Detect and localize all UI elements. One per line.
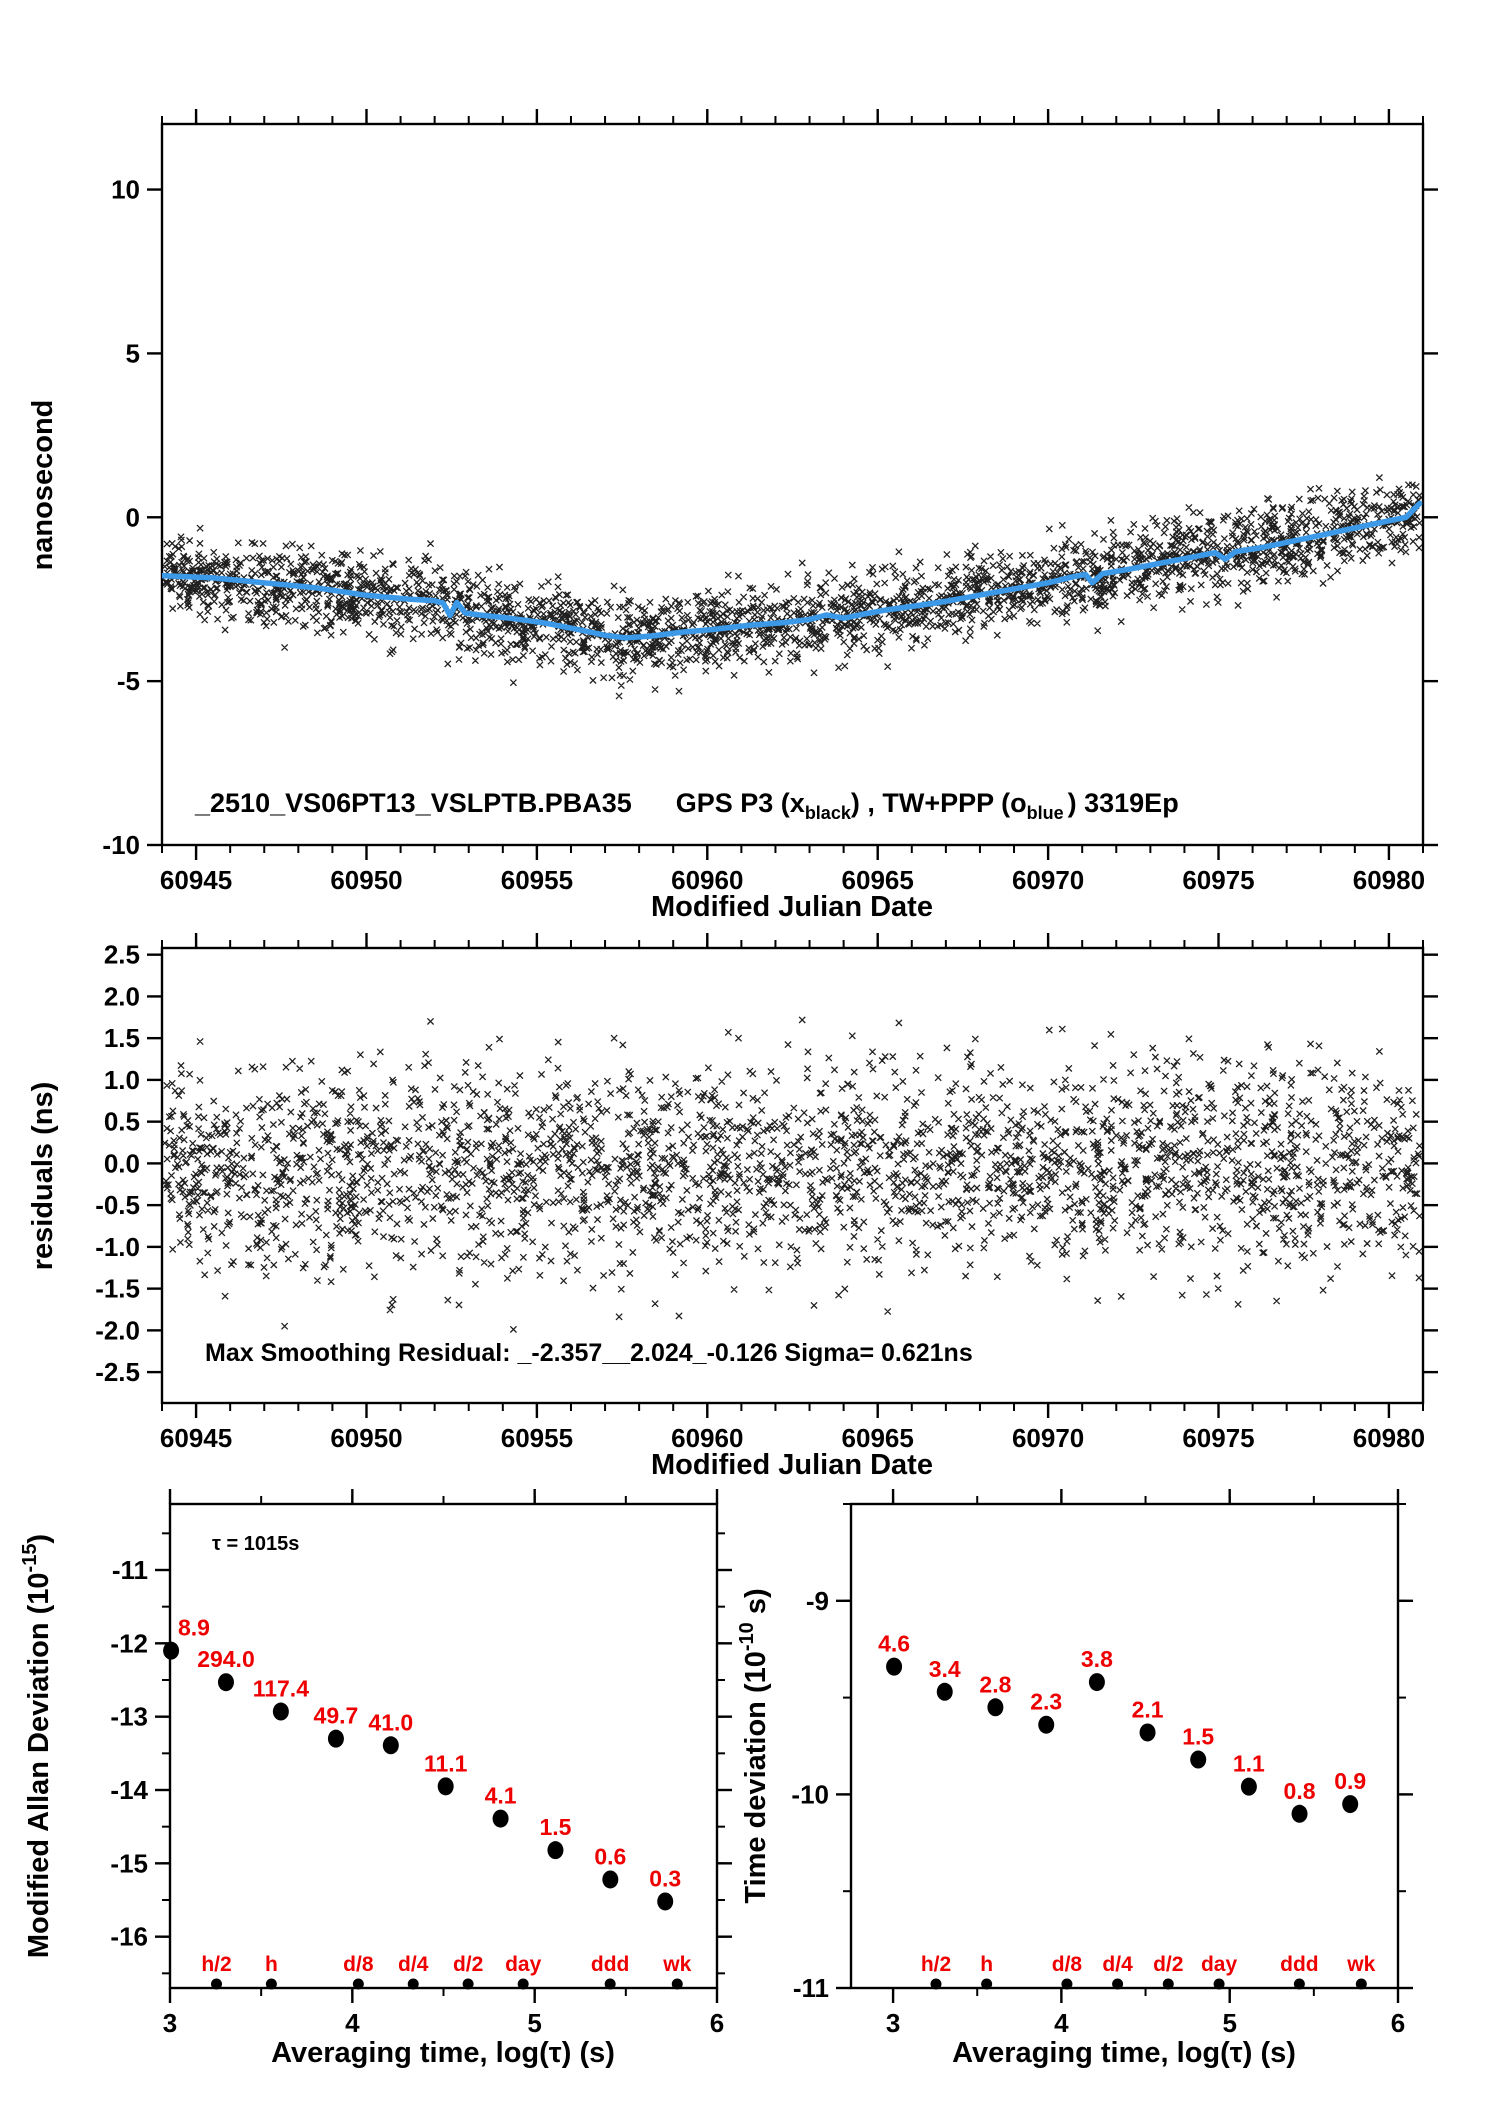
top-chart-axes bbox=[102, 109, 1438, 895]
x-tick-label: 5 bbox=[1222, 2008, 1237, 2038]
point-value-label: 0.3 bbox=[649, 1865, 682, 1892]
x-tick-label: 3 bbox=[885, 2008, 901, 2038]
y-tick-label: -5 bbox=[116, 666, 140, 697]
tau-marker-dot bbox=[463, 1979, 474, 1990]
x-tick-label: 3 bbox=[162, 2008, 178, 2038]
mdev-points bbox=[163, 1615, 691, 1990]
data-point bbox=[547, 1841, 563, 1859]
data-point bbox=[987, 1698, 1003, 1716]
x-tick-label: 60970 bbox=[1011, 865, 1085, 895]
x-tick-label: 60945 bbox=[159, 1423, 233, 1453]
mdev-ylabel: Modified Allan Deviation $(10^{-15})$ bbox=[19, 1533, 55, 1959]
tau-marker-label: day bbox=[1200, 1953, 1238, 1976]
point-value-label: 0.6 bbox=[594, 1843, 627, 1870]
tau-marker-dot bbox=[1163, 1979, 1174, 1990]
x-tick-label: 60950 bbox=[330, 865, 403, 895]
y-tick-label: -2.5 bbox=[95, 1357, 140, 1388]
point-value-label: 8.9 bbox=[178, 1614, 210, 1641]
y-tick-label: -11 bbox=[792, 1973, 829, 2003]
data-point bbox=[1342, 1795, 1358, 1813]
data-point bbox=[218, 1673, 234, 1691]
gps-p3-scatter bbox=[162, 475, 1423, 700]
tau-marker-dot bbox=[266, 1979, 277, 1990]
data-point bbox=[602, 1870, 618, 1888]
tau-marker-dot bbox=[605, 1979, 616, 1990]
y-tick-label: 5 bbox=[125, 338, 140, 369]
y-tick-label: 0 bbox=[125, 502, 140, 533]
tau-marker-label: ddd bbox=[1280, 1953, 1319, 1976]
tau-marker-label: h bbox=[264, 1953, 278, 1976]
tau-marker-label: d/8 bbox=[343, 1953, 374, 1976]
x-tick-label: 60960 bbox=[671, 865, 744, 895]
plot-frame bbox=[170, 1504, 717, 1988]
tau-marker-dot bbox=[518, 1979, 529, 1990]
tdev-chart bbox=[736, 1489, 1413, 2069]
tau-marker-label: d/2 bbox=[1153, 1953, 1184, 1976]
top-chart bbox=[27, 109, 1438, 923]
residuals-ylabel: residuals (ns) bbox=[27, 1081, 59, 1271]
data-point bbox=[273, 1703, 289, 1721]
y-tick-label: 10 bbox=[111, 174, 140, 205]
y-tick-label: -13 bbox=[110, 1701, 148, 1732]
x-tick-label: 60960 bbox=[671, 1423, 744, 1453]
x-tick-label: 4 bbox=[1054, 2008, 1069, 2038]
data-point bbox=[886, 1658, 902, 1676]
y-tick-label: 2.0 bbox=[103, 981, 140, 1012]
x-tick-label: 4 bbox=[345, 2008, 360, 2038]
tau-marker-label: d/8 bbox=[1051, 1953, 1083, 1976]
data-point bbox=[328, 1730, 344, 1748]
point-value-label: 0.9 bbox=[1334, 1768, 1367, 1795]
tau-marker-dot bbox=[981, 1979, 992, 1990]
plot-frame bbox=[851, 1504, 1398, 1988]
data-point bbox=[1038, 1716, 1054, 1734]
y-tick-label: -1.0 bbox=[95, 1231, 140, 1262]
tau-marker-dot bbox=[930, 1979, 941, 1990]
tau-marker-dot bbox=[1356, 1979, 1367, 1990]
tau-marker-dot bbox=[211, 1979, 222, 1990]
y-tick-label: -16 bbox=[110, 1921, 148, 1952]
y-tick-label: -11 bbox=[111, 1555, 148, 1585]
x-tick-label: 60980 bbox=[1352, 865, 1426, 895]
y-tick-label: -14 bbox=[110, 1775, 148, 1805]
point-value-label: 3.4 bbox=[928, 1655, 961, 1682]
residuals-annotation: Max Smoothing Residual: _-2.357__2.024_-0.126 Sigma= 0.621ns bbox=[205, 1339, 973, 1367]
residuals-xlabel: Modified Julian Date bbox=[651, 1449, 933, 1481]
scatter-x-marks bbox=[162, 1017, 1423, 1333]
y-tick-label: 1.5 bbox=[103, 1023, 140, 1054]
point-value-label: 1.5 bbox=[539, 1814, 572, 1841]
y-tick-label: -15 bbox=[110, 1848, 148, 1879]
x-tick-label: 60955 bbox=[500, 865, 574, 895]
tau-marker-label: d/4 bbox=[398, 1953, 429, 1976]
y-tick-label: 1.0 bbox=[103, 1064, 140, 1095]
point-value-label: 41.0 bbox=[368, 1709, 414, 1736]
top-chart-ylabel: nanosecond bbox=[27, 399, 59, 571]
point-value-label: 117.4 bbox=[252, 1675, 310, 1702]
tau-marker-label: wk bbox=[1347, 1953, 1376, 1976]
y-tick-label: -0.5 bbox=[95, 1190, 140, 1221]
x-tick-label: 60965 bbox=[841, 865, 914, 895]
data-point bbox=[163, 1642, 179, 1660]
y-tick-label: 0.5 bbox=[103, 1106, 140, 1137]
y-tick-label: -10 bbox=[102, 830, 140, 860]
x-tick-label: 5 bbox=[527, 2008, 542, 2038]
point-value-label: 2.3 bbox=[1030, 1688, 1063, 1715]
tau-marker-dot bbox=[353, 1979, 364, 1990]
point-value-label: 4.6 bbox=[878, 1630, 911, 1657]
x-tick-label: 60975 bbox=[1182, 1423, 1255, 1453]
tau-marker-dot bbox=[1061, 1979, 1072, 1990]
point-value-label: 294.0 bbox=[197, 1646, 255, 1673]
data-point bbox=[1241, 1778, 1257, 1796]
tau-marker-dot bbox=[672, 1979, 683, 1990]
y-tick-label: 0.0 bbox=[103, 1148, 140, 1179]
x-tick-label: 60955 bbox=[500, 1423, 574, 1453]
tau-marker-label: d/4 bbox=[1102, 1953, 1133, 1976]
x-tick-label: 60975 bbox=[1182, 865, 1255, 895]
data-point bbox=[1292, 1805, 1308, 1823]
y-tick-label: -10 bbox=[791, 1779, 829, 1810]
data-point bbox=[937, 1683, 953, 1701]
tau-marker-label: ddd bbox=[590, 1953, 630, 1976]
point-value-label: 2.1 bbox=[1131, 1696, 1164, 1723]
top-chart-title: _2510_VS06PT13_VSLPTB.PBA35 GPS P3 $(x_{black})$ , TW+PPP ($o_{blue}$ ) 3319Ep bbox=[195, 788, 1179, 823]
data-point bbox=[383, 1736, 399, 1754]
tau-marker-label: h/2 bbox=[201, 1953, 232, 1976]
mdev-chart bbox=[19, 1489, 732, 2069]
x-tick-label: 60965 bbox=[841, 1423, 914, 1453]
point-value-label: 1.5 bbox=[1182, 1723, 1215, 1750]
tau-marker-dot bbox=[1214, 1979, 1225, 1990]
tau-marker-label: h/2 bbox=[920, 1953, 952, 1976]
residuals-scatter bbox=[162, 1017, 1423, 1333]
x-tick-label: 60945 bbox=[159, 865, 233, 895]
y-tick-label: 2.5 bbox=[103, 939, 140, 970]
data-point bbox=[1140, 1723, 1156, 1741]
tau-note: τ = 1015s bbox=[212, 1533, 300, 1555]
mdev-xlabel: Averaging time, log(τ) (s) bbox=[271, 2037, 615, 2069]
plot-frame bbox=[162, 124, 1423, 845]
data-point bbox=[657, 1892, 673, 1910]
residuals-chart-axes bbox=[95, 933, 1438, 1453]
tau-marker-dot bbox=[408, 1979, 419, 1990]
data-point bbox=[438, 1777, 454, 1795]
tau-marker-label: wk bbox=[663, 1953, 692, 1976]
y-tick-label: -12 bbox=[110, 1628, 148, 1659]
tau-marker-label: day bbox=[505, 1953, 542, 1976]
point-value-label: 11.1 bbox=[423, 1750, 468, 1777]
x-tick-label: 6 bbox=[1390, 2008, 1406, 2038]
scatter-x-marks bbox=[162, 475, 1423, 700]
tau-marker-label: d/2 bbox=[452, 1953, 484, 1976]
point-value-label: 1.1 bbox=[1232, 1750, 1265, 1777]
point-value-label: 4.1 bbox=[484, 1782, 517, 1809]
data-point bbox=[493, 1810, 509, 1828]
plot-frame bbox=[162, 948, 1423, 1403]
x-tick-label: 60950 bbox=[330, 1423, 403, 1453]
tau-marker-dot bbox=[1294, 1979, 1305, 1990]
top-chart-xlabel: Modified Julian Date bbox=[651, 891, 933, 923]
tdev-ylabel: Time deviation ($10^{-10}$ s) bbox=[736, 1588, 772, 1904]
tau-marker-dot bbox=[1112, 1979, 1123, 1990]
y-tick-label: -2.0 bbox=[95, 1315, 140, 1346]
residuals-chart bbox=[27, 933, 1438, 1481]
point-value-label: 3.8 bbox=[1080, 1646, 1113, 1673]
tdev-xlabel: Averaging time, log(τ) (s) bbox=[952, 2037, 1296, 2069]
tdev-points bbox=[878, 1631, 1376, 1990]
tau-marker-label: h bbox=[980, 1953, 994, 1976]
data-point bbox=[1089, 1673, 1105, 1691]
data-point bbox=[1190, 1751, 1206, 1769]
x-tick-label: 60970 bbox=[1011, 1423, 1085, 1453]
point-value-label: 49.7 bbox=[313, 1702, 359, 1729]
x-tick-label: 6 bbox=[709, 2008, 725, 2038]
y-tick-label: -9 bbox=[805, 1585, 829, 1616]
y-tick-label: -1.5 bbox=[95, 1273, 140, 1304]
point-value-label: 2.8 bbox=[979, 1671, 1012, 1698]
x-tick-label: 60980 bbox=[1352, 1423, 1426, 1453]
point-value-label: 0.8 bbox=[1283, 1777, 1316, 1804]
